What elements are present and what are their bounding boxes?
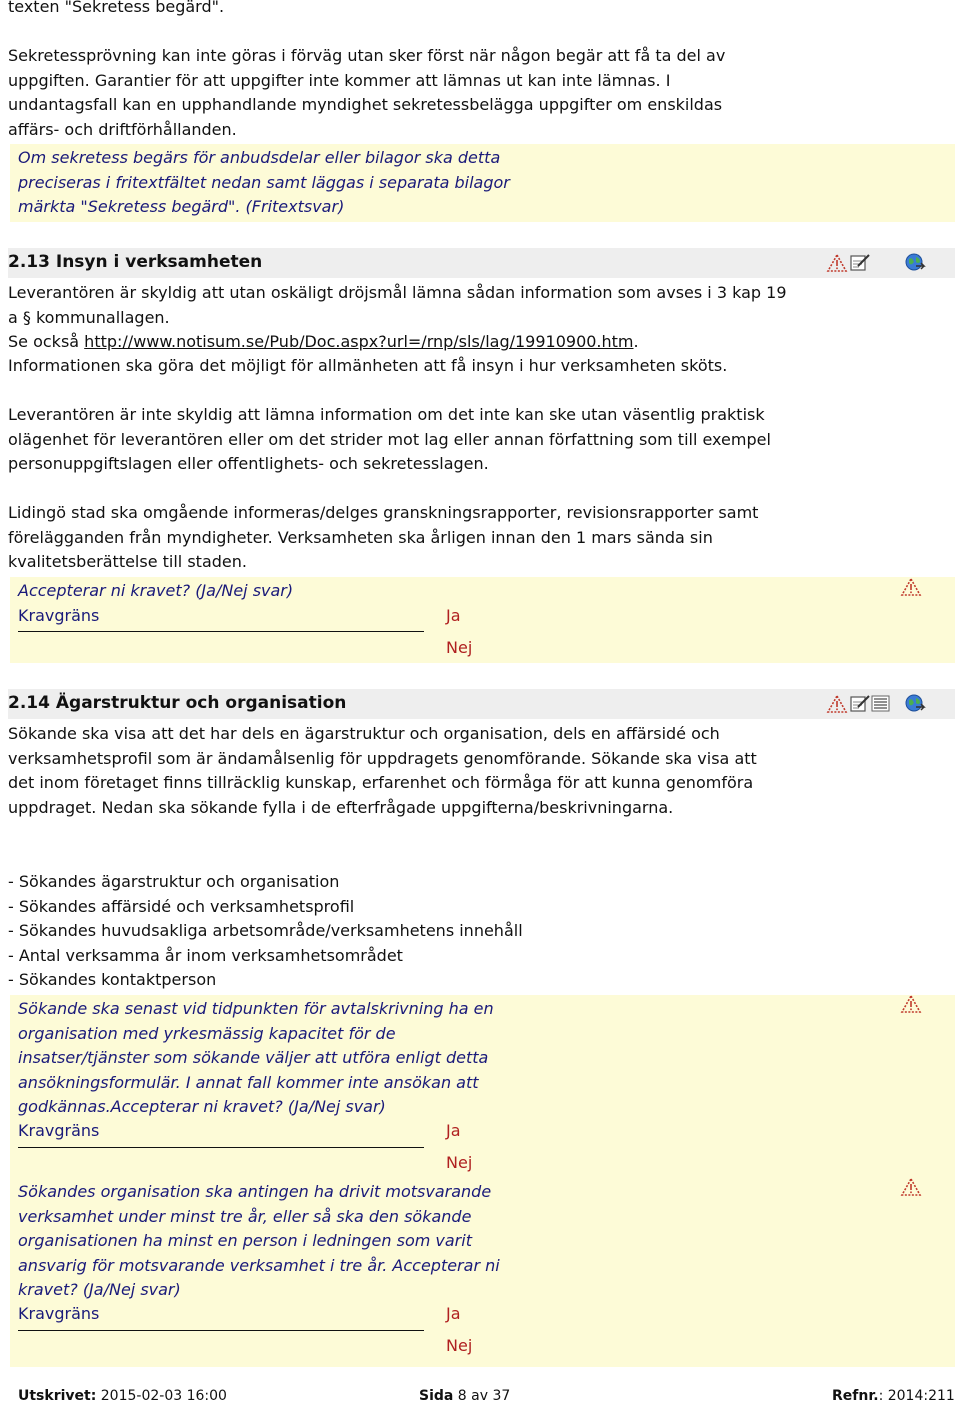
question-text-experience: Sökandes organisation ska antingen ha drivit motsvarande verksamhet under minst tre år, eller så ska den sökande organisationen ha minst en person i ledningen som varit ansvarig för motsvarande verksamhet i tre år. Accepterar ni kravet? (Ja/Nej svar) <box>18 1182 500 1299</box>
link-suffix: . <box>633 332 639 351</box>
kravgrans-label: Kravgräns <box>18 1121 100 1140</box>
edit-icon[interactable] <box>849 693 871 713</box>
answer-option-no[interactable]: Nej <box>446 638 473 657</box>
footer-printed-label: Utskrivet: <box>18 1388 97 1404</box>
footer-ref-value: : 2014:211 <box>878 1388 955 1404</box>
paragraph-insyn-link <box>8 330 798 355</box>
answer-option-yes[interactable]: Ja <box>446 606 461 625</box>
kravgrans-label: Kravgräns <box>18 1304 100 1323</box>
edit-icon[interactable] <box>849 252 871 272</box>
answer-option-no[interactable]: Nej <box>446 1336 473 1355</box>
kravgrans-label: Kravgräns <box>18 606 100 625</box>
answer-option-no[interactable]: Nej <box>446 1153 473 1172</box>
kravgrans-line <box>18 1330 424 1331</box>
warning-icon[interactable] <box>900 1177 922 1197</box>
link-prefix: Se också <box>8 332 85 351</box>
question-text-secrecy: Om sekretess begärs för anbudsdelar eller bilagor ska detta preciseras i fritextfältet nedan samt läggas i separata bilagor märkta "Sekretess begärd". (Fritextsvar) <box>18 148 510 216</box>
list-item: - Sökandes ägarstruktur och organisation <box>8 872 340 891</box>
list-icon[interactable] <box>870 693 892 713</box>
kravgrans-line <box>18 1147 424 1148</box>
paragraph-insyn-1: Leverantören är skyldig att utan oskäligt dröjsmål lämna sådan information som avses i 3 kap 19 a § kommunallagen. <box>8 283 787 327</box>
footer-ref-label: Refnr. <box>832 1388 879 1404</box>
question-text-insyn: Accepterar ni kravet? (Ja/Nej svar) <box>18 581 294 600</box>
list-item: - Sökandes huvudsakliga arbetsområde/verksamhetens innehåll <box>8 921 523 940</box>
globe-icon[interactable] <box>904 693 926 713</box>
warning-icon[interactable] <box>900 577 922 597</box>
requirements-list <box>8 870 798 993</box>
footer-page-value: 8 av 37 <box>453 1388 511 1404</box>
paragraph-insyn-4: Lidingö stad ska omgående informeras/delges granskningsrapporter, revisionsrapporter samt förelägganden från myndigheter. Verksamheten ska årligen innan den 1 mars sända sin kvalitetsberättelse till staden. <box>8 503 759 571</box>
list-item: - Sökandes affärsidé och verksamhetsprofil <box>8 896 355 916</box>
section-title: 2.14 Ägarstruktur och organisation <box>8 693 347 713</box>
continuation-line: texten "Sekretess begärd". <box>8 0 225 16</box>
paragraph-insyn-3: Leverantören är inte skyldig att lämna information om det inte kan ske utan väsentlig praktisk olägenhet för leverantören eller om det strider mot lag eller annan författning som till exempel personuppgiftslagen eller offentlighets- och sekretesslagen. <box>8 405 771 473</box>
answer-option-yes[interactable]: Ja <box>446 1121 461 1140</box>
list-item: - Antal verksamma år inom verksamhetsområdet <box>8 945 403 965</box>
footer-ref <box>832 1388 955 1404</box>
section-title: 2.13 Insyn i verksamheten <box>8 252 263 272</box>
footer-page-label: Sida <box>419 1388 454 1404</box>
warning-icon[interactable] <box>826 253 848 273</box>
answer-option-yes[interactable]: Ja <box>446 1304 461 1323</box>
notisum-link[interactable]: http://www.notisum.se/Pub/Doc.aspx?url=/rnp/sls/lag/19910900.htm <box>84 332 634 351</box>
footer-page <box>419 1388 510 1404</box>
footer-printed <box>18 1388 227 1404</box>
warning-icon[interactable] <box>826 694 848 714</box>
kravgrans-line <box>18 631 424 632</box>
paragraph-insyn-2: Informationen ska göra det möjligt för allmänheten att få insyn i hur verksamheten sköts. <box>8 356 728 375</box>
section-header-2-13 <box>8 248 955 278</box>
paragraph-secrecy: Sekretessprövning kan inte göras i förväg utan sker först när någon begär att få ta del av uppgiften. Garantier för att uppgifter inte kommer att lämnas ut kan inte lämnas. I undantagsfall kan en upphandlande myndighet sekretessbelägga uppgifter om enskildas affärs- och driftförhållanden. <box>8 46 726 139</box>
question-text-capacity: Sökande ska senast vid tidpunkten för avtalskrivning ha en organisation med yrkesmässig kapacitet för de insatser/tjänster som sökande väljer att utföra enligt detta ansökningsformulär. I annat fall kommer inte ansökan att godkännas.Accepterar ni kravet? (Ja/Nej svar) <box>18 999 494 1116</box>
warning-icon[interactable] <box>900 994 922 1014</box>
footer-printed-value: 2015-02-03 16:00 <box>96 1388 227 1404</box>
list-item: - Sökandes kontaktperson <box>8 970 217 989</box>
paragraph-agarstruktur: Sökande ska visa att det har dels en ägarstruktur och organisation, dels en affärsidé och verksamhetsprofil som är ändamålsenlig för uppdragets genomförande. Sökande ska visa att det inom företaget finns tillräcklig kunskap, erfarenhet och förmåga för att kunna genomföra uppdraget. Nedan ska sökande fylla i de efterfrågade uppgifterna/beskrivningarna. <box>8 724 757 817</box>
section-header-2-14 <box>8 689 955 719</box>
globe-icon[interactable] <box>904 252 926 272</box>
